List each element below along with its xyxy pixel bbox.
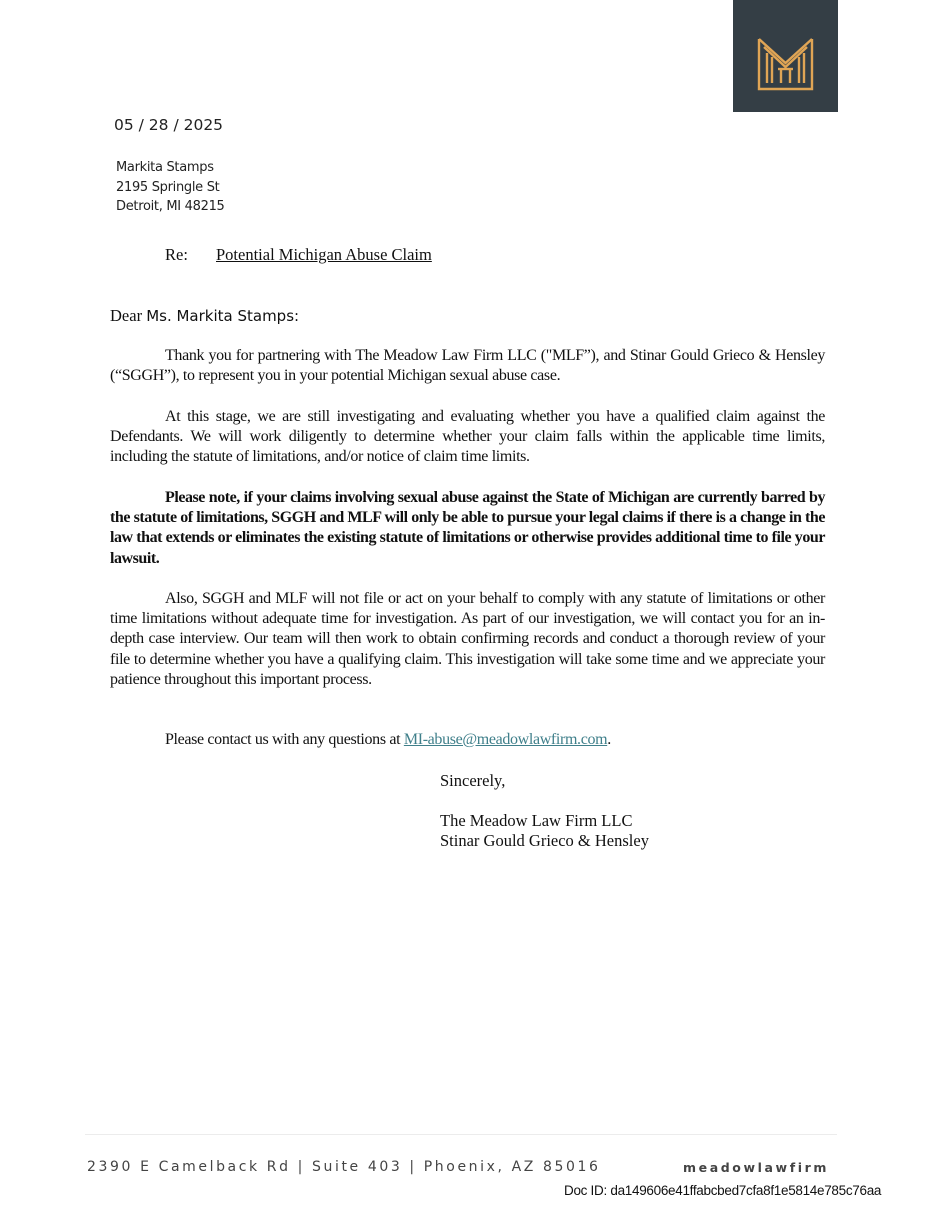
body-paragraph-1: Thank you for partnering with The Meadow Law Firm LLC ("MLF”), and Stinar Gould Grieco & Hensley (“SGGH”), to represent you in your potential Michigan sexual abuse case. xyxy=(110,347,825,385)
recipient-city-state-zip: Detroit, MI 48215 xyxy=(116,199,225,214)
contact-period: . xyxy=(607,731,611,748)
valediction: Sincerely, xyxy=(440,771,506,790)
salutation xyxy=(110,306,299,326)
body-paragraph-4: Also, SGGH and MLF will not file or act on your behalf to comply with any statute of limitations or other time limitations without adequate time for investigation. As part of our investigation, we will contact you for an in-depth case interview. Our team will then work to obtain confirming records and conduct a thorough review of your file to determine whether you have a qualifying claim. This investigation will take some time and we appreciate your patience throughout this important process. xyxy=(110,590,825,688)
letter-date: 05 / 28 / 2025 xyxy=(114,116,224,134)
footer-brand: meadowlawfirm xyxy=(683,1160,830,1175)
signature-firm-1: The Meadow Law Firm LLC xyxy=(440,811,633,830)
recipient-street: 2195 Springle St xyxy=(116,179,220,195)
body-paragraph-2: At this stage, we are still investigating and evaluating whether you have a qualified claim against the Defendants. We will work diligently to determine whether your claim falls within the applicable time limits, including the statute of limitations, and/or notice of claim time limits. xyxy=(110,408,825,466)
signature-block xyxy=(440,811,649,851)
recipient-address xyxy=(116,158,225,217)
doc-id: Doc ID: da149606e41ffabcbed7cfa8f1e5814e785c76aa xyxy=(564,1183,882,1198)
salutation-name: Ms. Markita Stamps: xyxy=(146,307,300,325)
signature-firm-2: Stinar Gould Grieco & Hensley xyxy=(440,831,649,851)
salutation-prefix: Dear xyxy=(110,306,143,325)
footer-divider xyxy=(85,1134,837,1135)
body-paragraph-3-notice: Please note, if your claims involving sexual abuse against the State of Michigan are currently barred by the statute of limitations, SGGH and MLF will only be able to pursue your legal claims if there is a change in the law that extends or eliminates the existing statute of limitations or otherwise provides additional time to file your lawsuit. xyxy=(110,489,825,567)
contact-email-link[interactable]: MI-abuse@meadowlawfirm.com xyxy=(403,731,608,748)
re-subject: Potential Michigan Abuse Claim xyxy=(216,245,432,264)
monogram-m-icon xyxy=(757,37,814,91)
recipient-name: Markita Stamps xyxy=(116,160,214,175)
firm-logo xyxy=(733,0,838,112)
footer-address: 2390 E Camelback Rd | Suite 403 | Phoenix, AZ 85016 xyxy=(87,1159,601,1175)
body-paragraph-5 xyxy=(110,730,825,750)
re-label: Re: xyxy=(165,245,188,264)
contact-text: Please contact us with any questions at xyxy=(165,731,404,748)
